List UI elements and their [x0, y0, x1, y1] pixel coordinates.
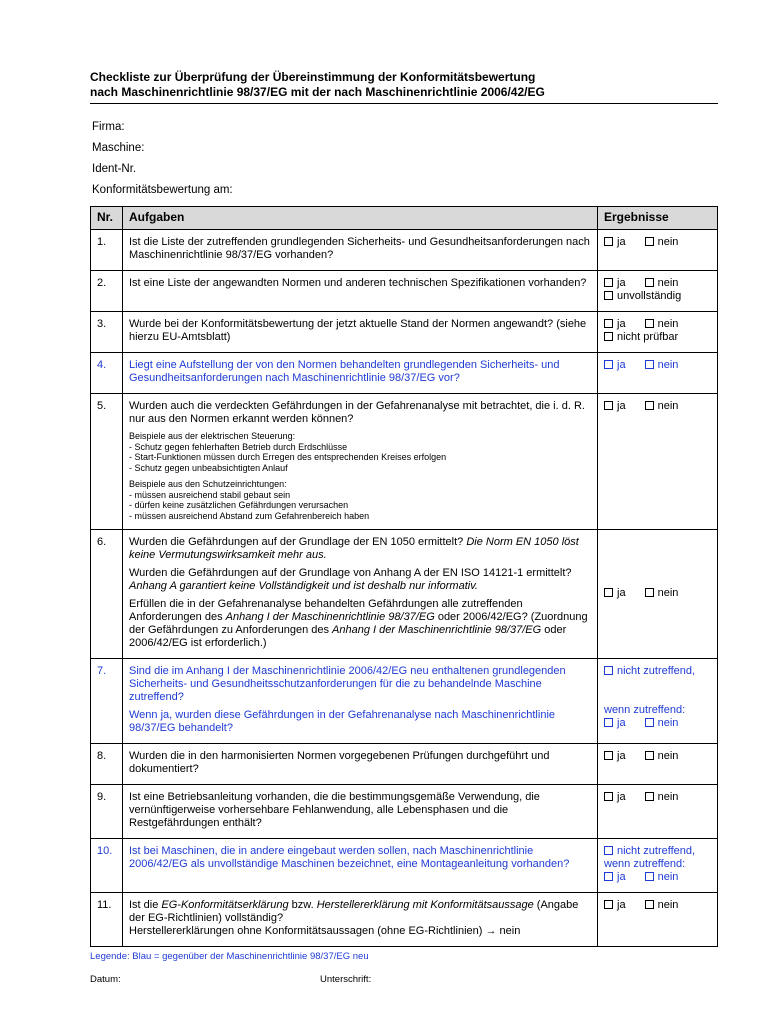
table-row — [91, 271, 718, 312]
document — [90, 70, 718, 988]
checkbox-nein[interactable]: nein — [645, 791, 679, 803]
table-header-row — [91, 207, 718, 230]
checkbox-unvollstaendig[interactable]: unvollständig — [604, 290, 681, 302]
document-title — [90, 70, 718, 100]
checkbox-icon — [645, 588, 654, 597]
checkbox-icon — [604, 588, 613, 597]
checklist-table — [90, 206, 718, 947]
row-task: Ist eine Liste der angewandten Normen und anderen technischen Spezifikationen vorhanden? — [123, 271, 598, 312]
task-question: Sind die im Anhang I der Maschinenrichtlinie 2006/42/EG neu enthaltenen grundlegenden Sicherheits- und Gesundheitsschutzanforderungen für die zu behandelnde Maschine zutreffend? — [129, 665, 566, 703]
checkbox-ja[interactable]: ja — [604, 750, 626, 762]
checkbox-icon — [604, 900, 613, 909]
checkbox-icon — [604, 237, 613, 246]
task-question: Wurden auch die verdeckten Gefährdungen in der Gefahrenanalyse mit betrachtet, die i. d. R. nur aus den Normen erkannt werden können? — [129, 400, 585, 425]
row-number: 2. — [91, 271, 123, 312]
task-paragraph-1: Wurden die Gefährdungen auf der Grundlage der EN 1050 ermittelt? Die Norm EN 1050 löst keine Vermutungswirksamkeit mehr aus. — [129, 536, 579, 561]
row-result — [598, 893, 718, 947]
table-row — [91, 312, 718, 353]
row-task: Ist bei Maschinen, die in andere eingebaut werden sollen, nach Maschinenrichtlinie 2006/42/EG als unvollständige Maschinen bezeichnet, eine Montageanleitung vorhanden? — [123, 839, 598, 893]
header-ergebnisse: Ergebnisse — [598, 207, 718, 230]
row-result — [598, 839, 718, 893]
checkbox-ja[interactable]: ja — [604, 277, 626, 289]
checkbox-icon — [604, 360, 613, 369]
header-aufgaben: Aufgaben — [123, 207, 598, 230]
table-row — [91, 659, 718, 744]
row-result — [598, 744, 718, 785]
checkbox-icon — [604, 872, 613, 881]
checkbox-ja[interactable]: ja — [604, 899, 626, 911]
table-row — [91, 893, 718, 947]
checkbox-icon — [604, 319, 613, 328]
wenn-zutreffend-label: wenn zutreffend: — [604, 858, 686, 870]
footer-datum: Datum: — [90, 974, 121, 985]
row-number: 1. — [91, 230, 123, 271]
checkbox-nein[interactable]: nein — [645, 871, 679, 883]
checkbox-ja[interactable]: ja — [604, 359, 626, 371]
row-result — [598, 659, 718, 744]
field-ident: Ident-Nr. — [92, 163, 137, 175]
row-result — [598, 785, 718, 839]
row-number: 8. — [91, 744, 123, 785]
row-result — [598, 530, 718, 659]
row-task: Ist die Liste der zutreffenden grundlegenden Sicherheits- und Gesundheitsanforderungen nach Maschinenrichtlinie 98/37/EG vorhanden? — [123, 230, 598, 271]
checkbox-icon — [645, 278, 654, 287]
checkbox-ja[interactable]: ja — [604, 871, 626, 883]
checkbox-icon — [645, 751, 654, 760]
checkbox-ja[interactable]: ja — [604, 587, 626, 599]
table-row — [91, 744, 718, 785]
table-row — [91, 353, 718, 394]
task-followup: Wenn ja, wurden diese Gefährdungen in der Gefahrenanalyse nach Maschinenrichtlinie 98/37/EG behandelt? — [129, 709, 556, 734]
checkbox-ja[interactable]: ja — [604, 400, 626, 412]
checkbox-nicht-pruefbar[interactable]: nicht prüfbar — [604, 331, 678, 343]
checkbox-icon — [604, 332, 613, 341]
row-result — [598, 230, 718, 271]
field-maschine: Maschine: — [92, 142, 145, 154]
checkbox-icon — [645, 237, 654, 246]
checkbox-nein[interactable]: nein — [645, 750, 679, 762]
row-task — [123, 530, 598, 659]
row-number: 3. — [91, 312, 123, 353]
row-number: 4. — [91, 353, 123, 394]
row-number: 10. — [91, 839, 123, 893]
row-number: 7. — [91, 659, 123, 744]
checkbox-icon — [604, 718, 613, 727]
row-result — [598, 394, 718, 530]
checkbox-icon — [645, 401, 654, 410]
table-row — [91, 785, 718, 839]
wenn-zutreffend-label: wenn zutreffend: — [604, 704, 686, 716]
task-note: Herstellererklärungen ohne Konformitätsaussagen (ohne EG-Richtlinien) → nein — [129, 925, 521, 937]
row-number: 6. — [91, 530, 123, 659]
row-task — [123, 659, 598, 744]
checkbox-icon — [604, 666, 613, 675]
task-paragraph-2: Wurden die Gefährdungen auf der Grundlage von Anhang A der EN ISO 14121-1 ermittelt? Anhang A garantiert keine Vollständigkeit und ist deshalb nur informativ. — [129, 567, 572, 592]
row-task: Ist eine Betriebsanleitung vorhanden, die die bestimmungsgemäße Verwendung, die vernünftigerweise vorhersehbare Fehlanwendung, alle Lebensphasen und die Restgefährdungen enthält? — [123, 785, 598, 839]
checkbox-ja[interactable]: ja — [604, 717, 626, 729]
footer-unterschrift: Unterschrift: — [320, 974, 372, 985]
field-firma: Firma: — [92, 121, 125, 133]
checkbox-icon — [604, 278, 613, 287]
table-row — [91, 230, 718, 271]
row-number: 11. — [91, 893, 123, 947]
title-line-1: Checkliste zur Überprüfung der Übereinstimmung der Konformitätsbewertung — [90, 70, 536, 84]
row-task: Wurde bei der Konformitätsbewertung der jetzt aktuelle Stand der Normen angewandt? (siehe hierzu EU-Amtsblatt) — [123, 312, 598, 353]
row-result — [598, 271, 718, 312]
signature-footer — [90, 974, 718, 988]
field-bewertungsdatum: Konformitätsbewertung am: — [92, 184, 233, 196]
checkbox-nein[interactable]: nein — [645, 899, 679, 911]
example-list-schutzeinrichtungen: Beispiele aus den Schutzeinrichtungen: - müssen ausreichend stabil gebaut sein - dürfen keine zusätzlichen Gefährdungen verursachen - müssen ausreichend Abstand zum Gefahrenbereich haben — [129, 479, 370, 521]
header-nr: Nr. — [91, 207, 123, 230]
row-task — [123, 394, 598, 530]
row-task: Wurden die in den harmonisierten Normen vorgegebenen Prüfungen durchgeführt und dokumentiert? — [123, 744, 598, 785]
table-row — [91, 530, 718, 659]
checkbox-nein[interactable]: nein — [645, 318, 679, 330]
title-line-2: nach Maschinenrichtlinie 98/37/EG mit der nach Maschinenrichtlinie 2006/42/EG — [90, 85, 545, 99]
checkbox-nein[interactable]: nein — [645, 400, 679, 412]
checkbox-icon — [604, 846, 613, 855]
checkbox-nicht-zutreffend[interactable]: nicht zutreffend, — [604, 845, 695, 857]
checkbox-icon — [645, 792, 654, 801]
checkbox-icon — [645, 718, 654, 727]
table-row — [91, 394, 718, 530]
task-question: Ist die EG-Konformitätserklärung bzw. Herstellererklärung mit Konformitätsaussage (Angabe der EG-Richtlinien) vollständig? — [129, 899, 579, 924]
checkbox-icon — [604, 792, 613, 801]
title-divider — [90, 100, 718, 104]
row-task — [123, 893, 598, 947]
checkbox-ja[interactable]: ja — [604, 318, 626, 330]
checkbox-nicht-zutreffend[interactable]: nicht zutreffend, — [604, 665, 695, 677]
checkbox-nein[interactable]: nein — [645, 277, 679, 289]
checkbox-nein[interactable]: nein — [645, 717, 679, 729]
legend: Legende: Blau = gegenüber der Maschinenrichtlinie 98/37/EG neu — [90, 951, 369, 962]
checkbox-icon — [645, 319, 654, 328]
checkbox-icon — [645, 360, 654, 369]
task-paragraph-3: Erfüllen die in der Gefahrenanalyse behandelten Gefährdungen alle zutreffenden Anforderungen des Anhang I der Maschinenrichtlinie 98/37/EG oder 2006/42/EG? (Zuordnung der Gefährdungen zu Anforderungen des Anhang I der Maschinenrichtlinie 98/37/EG oder 2006/42/EG ist erforderlich.) — [129, 598, 588, 649]
checkbox-nein[interactable]: nein — [645, 236, 679, 248]
checkbox-nein[interactable]: nein — [645, 587, 679, 599]
row-task: Liegt eine Aufstellung der von den Normen behandelten grundlegenden Sicherheits- und Gesundheitsanforderungen nach Maschinenrichtlinie 98/37/EG vor? — [123, 353, 598, 394]
table-row — [91, 839, 718, 893]
checkbox-icon — [604, 291, 613, 300]
checkbox-ja[interactable]: ja — [604, 791, 626, 803]
checkbox-icon — [645, 900, 654, 909]
checkbox-icon — [645, 872, 654, 881]
row-result — [598, 353, 718, 394]
example-list-steuerung: Beispiele aus der elektrischen Steuerung: - Schutz gegen fehlerhaften Betrieb durch Erdschlüsse - Start-Funktionen müssen durch Erregen des entsprechenden Kreises erfolgen - Schutz gegen unbeabsichtigten Anlauf — [129, 431, 447, 473]
row-result — [598, 312, 718, 353]
row-number: 5. — [91, 394, 123, 530]
checkbox-ja[interactable]: ja — [604, 236, 626, 248]
checkbox-icon — [604, 401, 613, 410]
checkbox-nein[interactable]: nein — [645, 359, 679, 371]
checkbox-icon — [604, 751, 613, 760]
row-number: 9. — [91, 785, 123, 839]
